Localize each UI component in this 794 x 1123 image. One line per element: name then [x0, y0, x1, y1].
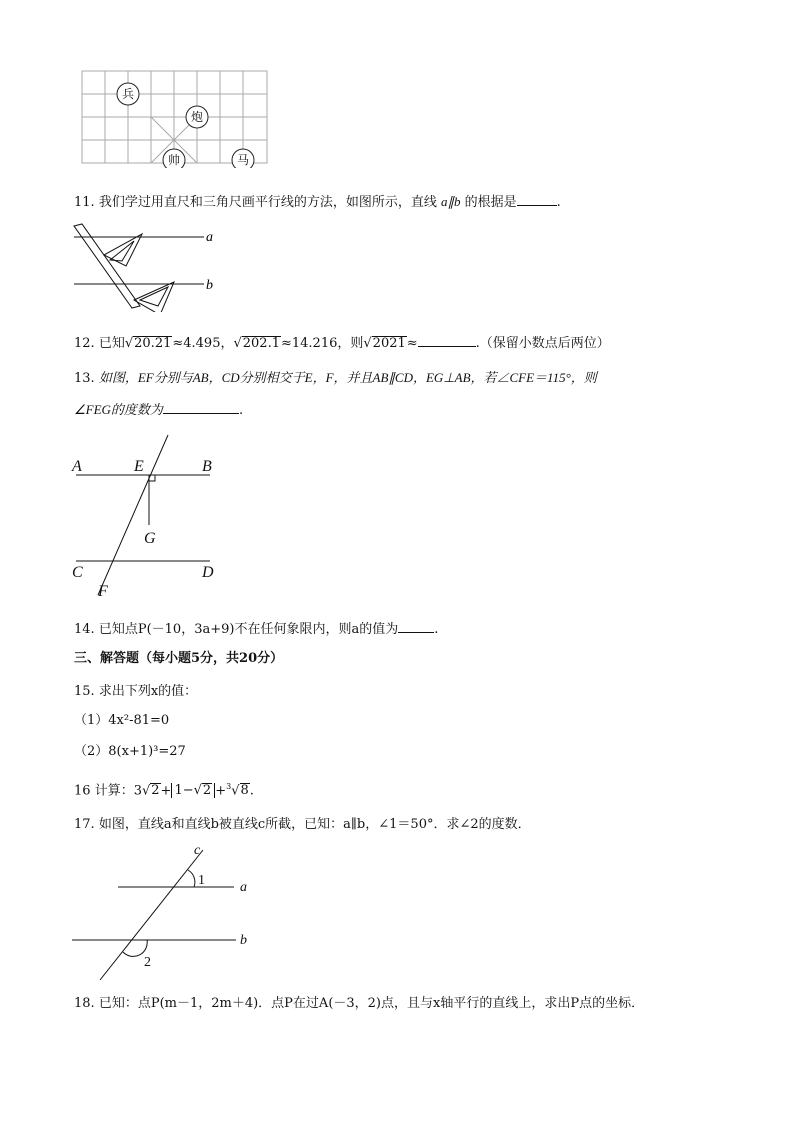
q12-value-3: ≈ [406, 336, 418, 351]
q18-text: 已知：点P(m－1，2m＋4)．点P在过A(－3，2)点，且与x轴平行的直线上，求出P点的坐标． [98, 996, 645, 1011]
piece-bing: 兵 [121, 87, 135, 101]
q16-plus-2: + [215, 783, 227, 799]
piece-pao: 炮 [190, 110, 204, 124]
q13-label-E: E [134, 458, 144, 475]
q11-label-b: b [206, 278, 213, 293]
piece-ma: 马 [236, 153, 250, 167]
q13-label-D: D [202, 564, 214, 581]
q11-number: 11. [74, 195, 95, 210]
q13-label-F: F [98, 583, 108, 600]
q11-label-a: a [206, 230, 213, 245]
q17-number: 17. [74, 817, 95, 832]
question-13 [74, 369, 597, 388]
q13-line-2a: ∠FEG的度数为 [74, 402, 163, 417]
q16-plus-1: + [160, 783, 172, 799]
q16-pre: 计算：3 [94, 783, 142, 799]
q11-answer-blank[interactable] [517, 192, 557, 206]
q16-absolute-value: 1−√2 [171, 783, 215, 798]
q11-text: 我们学过用直尺和三角尺画平行线的方法，如图所示，直线 [98, 195, 437, 210]
q16-radicand-1: 2 [151, 783, 160, 799]
q11-relation: a∥b [440, 194, 461, 209]
q15-part-1: （1）4x²-81=0 [74, 713, 170, 728]
q13-label-G: G [144, 530, 156, 547]
question-11 [74, 192, 561, 212]
question-13-line-2 [74, 400, 243, 420]
q17-label-2: 2 [144, 955, 151, 970]
question-18 [74, 995, 644, 1013]
parallel-lines-transversal-figure [68, 430, 228, 600]
q13-line-1: 如图，EF分别与AB，CD分别相交于E，F，并且AB∥CD，EG⊥AB，若∠CFE＝115°，则 [98, 370, 597, 385]
q12-radicand-2: 202.1 [242, 336, 280, 351]
q17-text: 如图，直线a和直线b被直线c所截，已知：a∥b，∠1＝50°．求∠2的度数． [98, 817, 531, 832]
q13-label-A: A [72, 458, 82, 475]
q12-value-1: ≈4.495， [172, 336, 234, 351]
q13-label-B: B [202, 458, 212, 475]
q13-number: 13. [74, 371, 95, 386]
ruler-triangle-figure [70, 222, 230, 312]
q16-cube-index: 3 [226, 782, 232, 791]
q12-tail: .（保留小数点后两位） [475, 336, 610, 351]
q18-number: 18. [74, 996, 95, 1011]
question-17 [74, 816, 531, 834]
q13-label-C: C [72, 564, 83, 581]
q14-answer-blank[interactable] [398, 619, 434, 633]
q16-radicand-2: 2 [202, 783, 212, 799]
q16-radicand-3: 8 [240, 783, 249, 799]
q15-text: 求出下列x的值： [98, 684, 198, 699]
piece-shuai: 帅 [167, 153, 181, 167]
question-16: 16 计算：3√2+ 1−√2 +$^3$√8. [74, 782, 254, 799]
q16-end: . [249, 783, 254, 799]
q12-pre: 已知 [98, 336, 125, 351]
q13-answer-blank[interactable] [163, 400, 239, 414]
question-15 [74, 683, 197, 701]
angles-figure [70, 840, 260, 985]
q16-abs-term: 1− [174, 783, 194, 799]
q14-end: . [434, 622, 439, 637]
q12-value-2: ≈14.216，则 [280, 336, 364, 351]
q13-line-2b: . [238, 403, 244, 418]
q17-label-b: b [240, 933, 247, 948]
q16-number: 16 [74, 783, 91, 799]
q12-radicand-1: 20.21 [134, 336, 172, 351]
q14-text: 已知点P(－10，3a+9)不在任何象限内，则a的值为 [98, 622, 399, 637]
q11-end: . [556, 195, 561, 210]
q11-tail: 的根据是 [464, 195, 517, 210]
q17-label-1: 1 [198, 873, 205, 888]
q17-label-a: a [240, 880, 247, 895]
q14-number: 14. [74, 622, 95, 637]
q12-radicand-3: 2021 [372, 336, 406, 351]
chess-board-figure [80, 70, 272, 168]
q15-number: 15. [74, 684, 95, 699]
section-3-heading: 三、解答题（每小题5分，共20分） [74, 651, 284, 666]
q17-label-c: c [194, 843, 201, 858]
q15-part-2: （2）8(x+1)³=27 [74, 744, 186, 759]
question-14 [74, 619, 438, 639]
question-12: 12. 已知√20.21≈4.495，√202.1≈14.216，则√2021≈ .（保留小数点后两位） [74, 333, 610, 353]
q12-number: 12. [74, 336, 95, 351]
q12-answer-blank[interactable] [418, 333, 476, 347]
